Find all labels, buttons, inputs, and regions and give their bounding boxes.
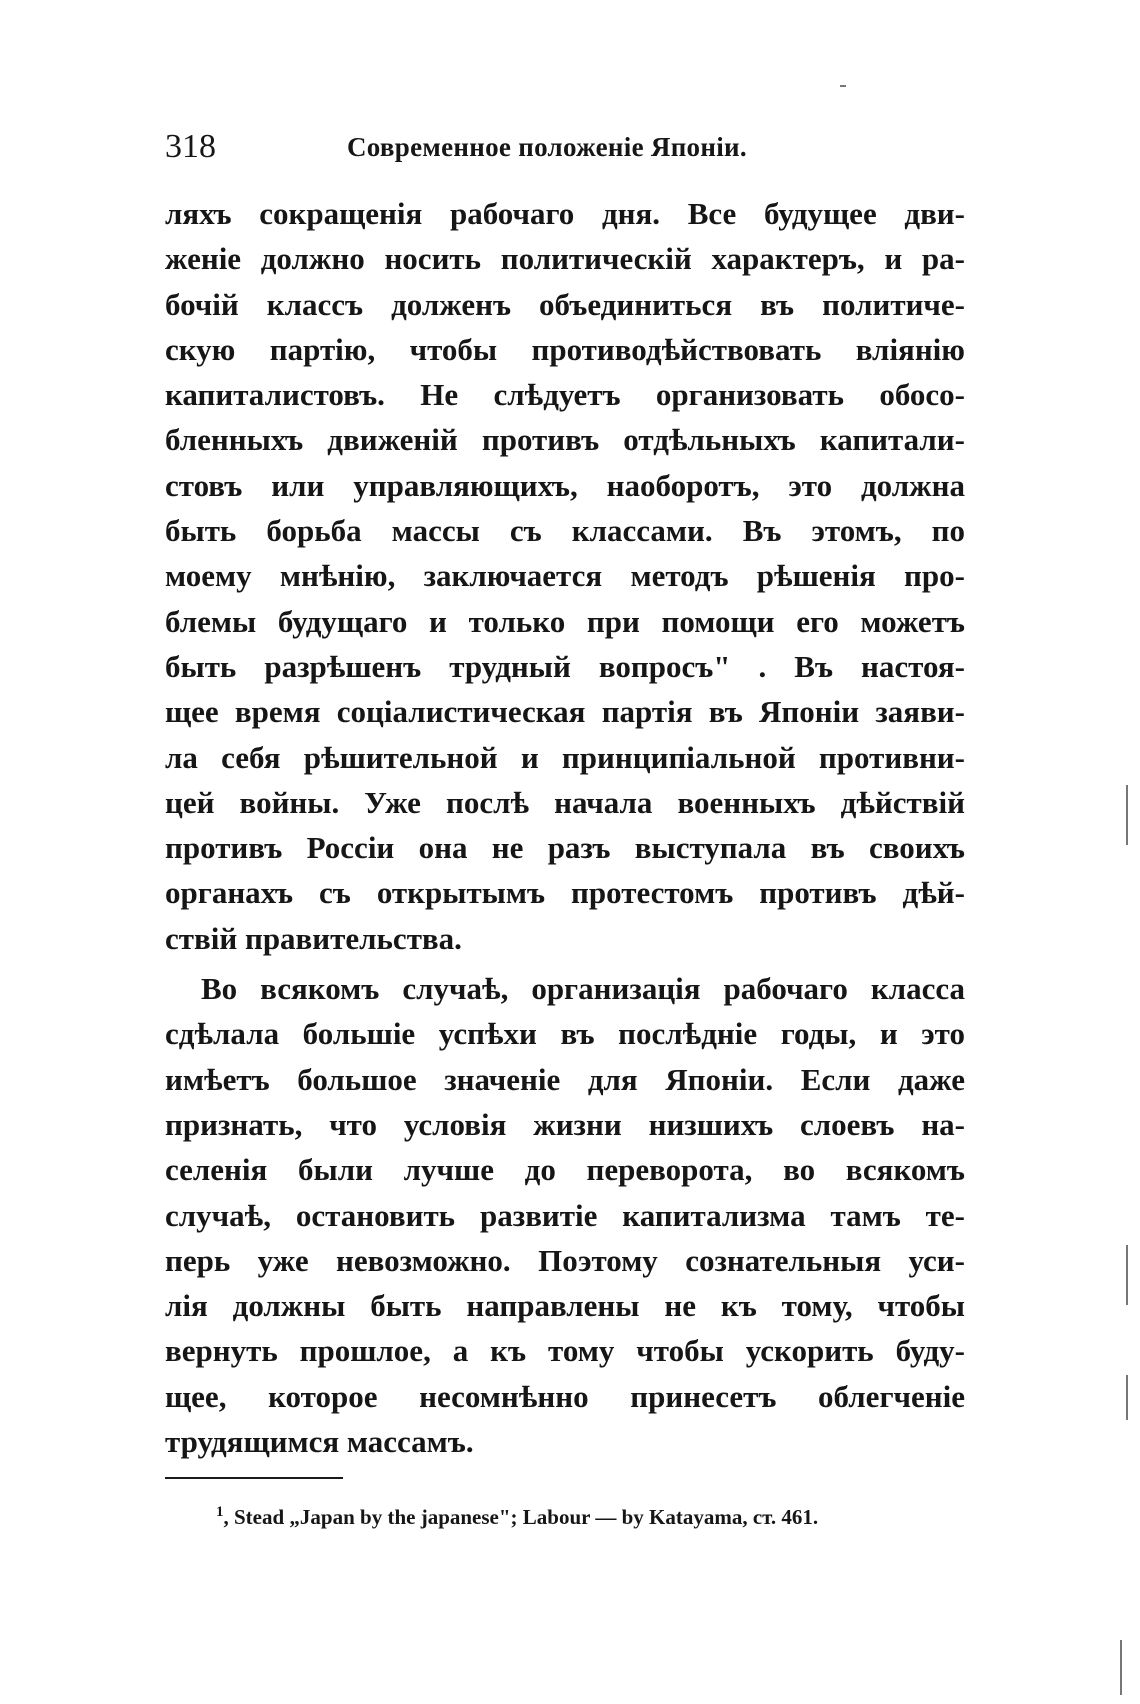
scan-artifact-mark (1126, 785, 1128, 845)
text-line: скую партiю, чтобы противодѣйствовать влiянiю (165, 331, 965, 367)
page-number: 318 (165, 128, 216, 165)
text-line: случаѣ, остановить развитiе капитализма тамъ те- (165, 1197, 965, 1233)
text-line: бленныхъ движенiй противъ отдѣльныхъ капитали- (165, 422, 965, 458)
text-line: женiе должно носить политическiй характеръ, и ра- (165, 241, 965, 277)
running-title: Современное положенiе Японiи. (347, 132, 747, 162)
text-line: признать, что условiя жизни низшихъ слоевъ на- (165, 1106, 965, 1142)
scan-artifact-mark (840, 85, 846, 87)
body-text (165, 191, 965, 1464)
text-line: капиталистовъ. Не слѣдуетъ организовать обосо- (165, 377, 965, 413)
page-header (165, 122, 965, 172)
text-line: имѣетъ большое значенiе для Японiи. Если даже (165, 1061, 965, 1097)
paragraph-1 (165, 191, 965, 961)
text-line: блемы будущаго и только при помощи его можетъ (165, 603, 965, 639)
footnote-text: , Stead „Japan by the japanese"; Labour — by Katayama, ст. 461. (223, 1505, 819, 1529)
text-line: ляхъ сокращенiя рабочаго дня. Все будущее дви- (165, 196, 965, 231)
footnote (216, 1500, 976, 1534)
scan-artifact-mark (1126, 1245, 1128, 1305)
text-line: бочiй классъ долженъ объединиться въ политиче- (165, 286, 965, 322)
text-line: стовъ или управляющихъ, наоборотъ, это должна (165, 467, 965, 503)
scan-artifact-mark (1120, 1640, 1122, 1695)
text-line: щее, которое несомнѣнно принесетъ облегченiе (165, 1378, 965, 1414)
text-line: моему мнѣнiю, заключается методъ рѣшенiя про- (165, 558, 965, 594)
text-line: быть разрѣшенъ трудный вопросъ" . Въ настоя- (165, 648, 965, 684)
text-line: селенiя были лучше до переворота, во всякомъ (165, 1152, 965, 1188)
text-line: сдѣлала большiе успѣхи въ послѣднiе годы, и это (165, 1016, 965, 1052)
text-line: перь уже невозможно. Поэтому сознательныя уси- (165, 1242, 965, 1278)
text-line: цей войны. Уже послѣ начала военныхъ дѣйствiй (165, 784, 965, 820)
text-line: трудящимся массамъ. (165, 1424, 474, 1460)
paragraph-2 (165, 966, 965, 1464)
text-line: Во всякомъ случаѣ, организацiя рабочаго класса (201, 971, 965, 1007)
text-line: щее время соцiалистическая партiя въ Японiи заяви- (165, 694, 965, 730)
footnote-marker: 1 (216, 1504, 224, 1520)
footnote-divider (165, 1477, 343, 1479)
text-line: ствiй правительства. (165, 920, 462, 956)
text-line: вернуть прошлое, а къ тому чтобы ускорить буду- (165, 1333, 965, 1369)
scan-artifact-mark (1126, 1375, 1128, 1420)
text-line: ла себя рѣшительной и принципiальной противни- (165, 739, 965, 775)
text-line: лiя должны быть направлены не къ тому, чтобы (165, 1288, 965, 1324)
text-line: противъ Россiи она не разъ выступала въ своихъ (165, 830, 965, 866)
text-line: быть борьба массы съ классами. Въ этомъ, по (165, 513, 965, 549)
text-line: органахъ съ открытымъ протестомъ противъ дѣй- (165, 875, 965, 911)
